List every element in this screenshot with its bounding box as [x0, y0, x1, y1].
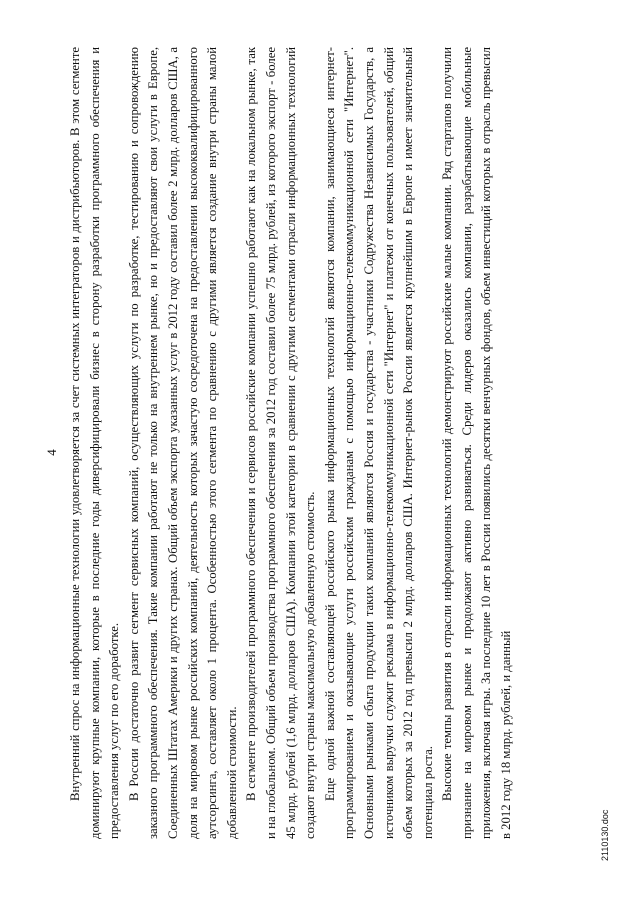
paragraph: Еще одной важной составляющей российского рынка информационных технологий являются компании, занимающиеся интернет-программированием и оказывающие услуги российским гражданам с помощью информационно-телекоммуникационной сети "Интернет". Основными рынками сбыта продукции таких компаний являются Россия и государства - участники Содружества Независимых Государств, а источником выручки служит реклама в информационно-телекоммуникационной сети "Интернет" и платежи от конечных пользователей, общий объем которых за 2012 год превысил 2 млрд. долларов США. Интернет-рынок России является крупнейшим в Европе и имеет значительный потенциал роста.: [322, 47, 435, 839]
paragraph: В России достаточно развит сегмент сервисных компаний, осуществляющих услуги по разработке, тестированию и сопровождению заказного программного обеспечения. Такие компании работают не только на внутреннем рынке, но и предоставляют свои услуги в Европе, Соединенных Штатах Америки и других странах. Общий объем экспорта указанных услуг в 2012 году составил более 2 млрд. долларов США, а доля на мировом рынке российских компаний, деятельность которых зачастую сосредоточена на предоставлении высококвалифицированного аутсорсинга, составляет около 1 процента. Особенностью этого сегмента по сравнению с другими является создание внутри страны малой добавленной стоимости.: [126, 47, 239, 839]
body-text: [66, 47, 517, 839]
paragraph: Высокие темпы развития в отрасли информационных технологий демонстрируют российские малые компании. Ряд стартапов получили признание на мировом рынке и продолжают активно развиваться. Среди лидеров оказались компании, разрабатывающие мобильные приложения, включая игры. За последние 10 лет в России появились десятки венчурных фондов, объем инвестиций которых в отрасль превысил в 2012 году 18 млрд. рублей, и данный: [440, 47, 514, 839]
document-code: 2110130.doc: [600, 809, 610, 861]
paragraph: В сегменте производителей программного обеспечения и сервисов российские компании успешно работают как на локальном рынке, так и на глобальном. Общий объем производства программного обеспечения за 2012 год составил более 75 млрд. рублей, из которого экспорт - более 45 млрд. рублей (1,6 млрд. долларов США). Компании этой категории в сравнении с другими сегментами отрасли информационных технологий создают внутри страны максимальную добавленную стоимость.: [244, 47, 318, 839]
page-number: 4: [44, 449, 59, 456]
paragraph: Внутренний спрос на информационные технологии удовлетворяется за счет системных интеграторов и дистрибьюторов. В этом сегменте доминируют крупные компании, которые в последние годы диверсифицировали бизнес в сторону разработки программного обеспечения и предоставления услуг по его доработке.: [68, 47, 122, 839]
